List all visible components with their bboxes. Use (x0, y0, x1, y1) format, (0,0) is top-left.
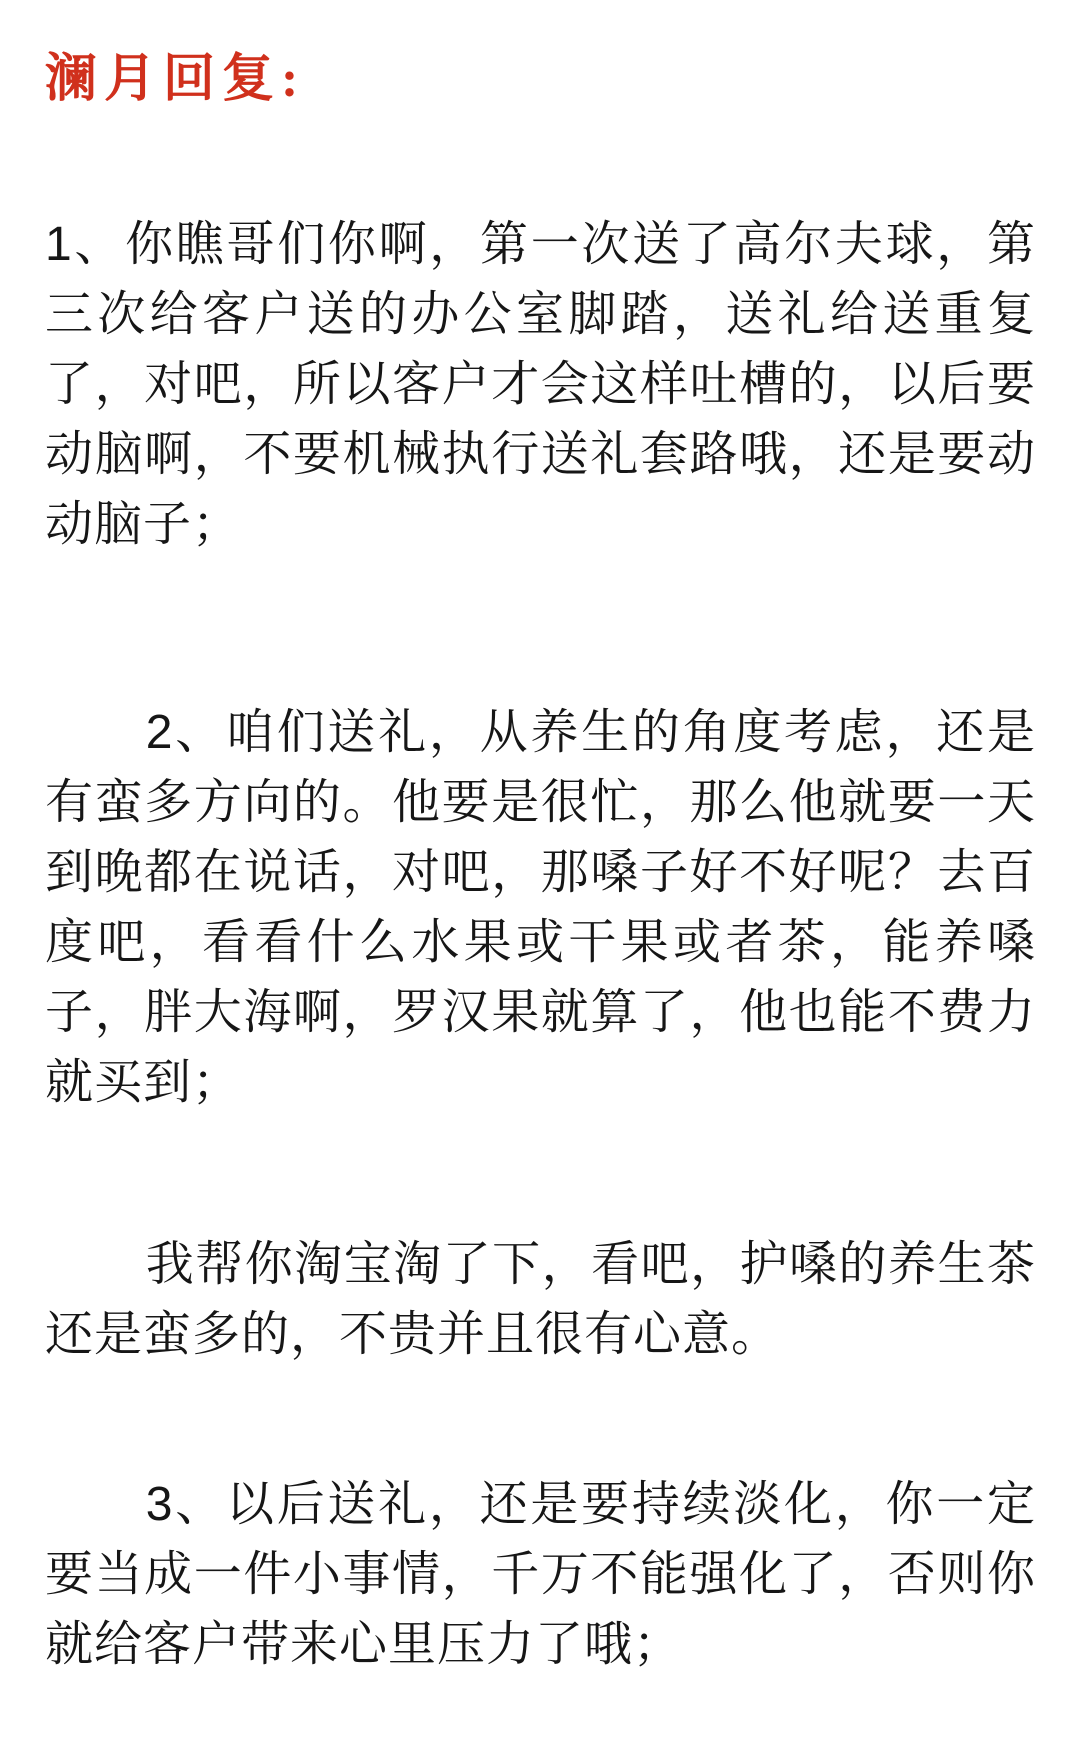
reply-paragraph: 我帮你淘宝淘了下，看吧，护嗓的养生茶还是蛮多的，不贵并且很有心意。 (45, 1238, 1036, 1361)
reply-paragraph: 2、咱们送礼，从养生的角度考虑，还是有蛮多方向的。他要是很忙，那么他就要一天到晚都在说话，对吧，那嗓子好不好呢？去百度吧，看看什么水果或干果或者茶，能养嗓子，胖大海啊，罗汉果就算了，他也能不费力就买到； (45, 706, 1036, 1109)
reply-paragraph: 3、以后送礼，还是要持续淡化，你一定要当成一件小事情，千万不能强化了，否则你就给客户带来心里压力了哦； (45, 1478, 1036, 1671)
document-page (0, 46, 1080, 1748)
reply-paragraph: 1、你瞧哥们你啊，第一次送了高尔夫球，第三次给客户送的办公室脚踏，送礼给送重复了，对吧，所以客户才会这样吐槽的，以后要动脑啊，不要机械执行送礼套路哦，还是要动动脑子； (45, 218, 1036, 551)
page-title: 澜月回复: (45, 51, 306, 108)
paragraph-list (45, 210, 1036, 1680)
